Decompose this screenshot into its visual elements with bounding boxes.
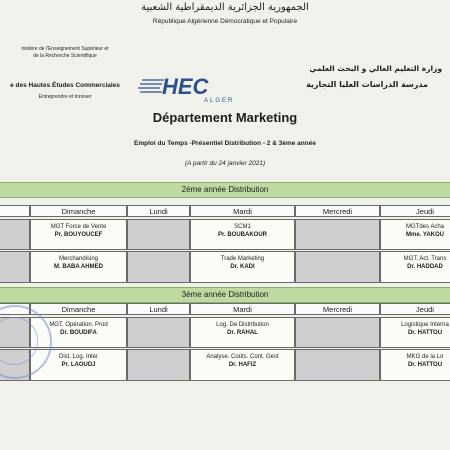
instructor-name: Dr. HAFIZ bbox=[228, 362, 257, 368]
course-slot bbox=[380, 219, 450, 250]
course-slot bbox=[190, 349, 295, 381]
instructor-name: Pr. LAOUDJ bbox=[61, 362, 96, 368]
schedule-subtitle: Emploi du Temps -Présentiel Distribution - 2 & 3ème année bbox=[134, 140, 316, 147]
empty-slot bbox=[127, 317, 190, 348]
hec-logo bbox=[138, 70, 238, 104]
empty-slot bbox=[295, 317, 380, 348]
course-name: MKG de la Lo bbox=[406, 354, 444, 360]
course-name: Log. De Distribution bbox=[216, 322, 269, 328]
year3-day-header: Jeudi bbox=[380, 303, 450, 315]
year3-day-header: Lundi bbox=[127, 303, 190, 315]
school-name-ar: مدرسة الدراسات العليا التجارية bbox=[306, 80, 428, 89]
arabic-republic-title: الجمهورية الجزائرية الديمقراطية الشعبية bbox=[141, 2, 309, 13]
instructor-name: Dr. HATTOU bbox=[407, 330, 443, 336]
instructor-name: Pr. BOUBAKOUR bbox=[217, 232, 267, 238]
french-republic-title: République Algérienne Démocratique et Populaire bbox=[152, 18, 298, 25]
school-tagline: Entreprendre et Innover bbox=[38, 94, 92, 100]
course-name: Merchandising bbox=[58, 256, 99, 262]
empty-slot bbox=[295, 219, 380, 250]
instructor-name: Dr. BOUDIFA bbox=[60, 330, 97, 336]
course-slot bbox=[380, 349, 450, 381]
empty-slot bbox=[127, 219, 190, 250]
logo-subtext: ALGER bbox=[204, 98, 235, 104]
year2-day-header: Mardi bbox=[190, 205, 295, 217]
course-slot bbox=[190, 219, 295, 250]
course-name: SCM1 bbox=[234, 224, 251, 230]
course-name: MGT. Act. Trans bbox=[403, 256, 447, 262]
instructor-name: Dr. KADI bbox=[230, 264, 255, 270]
instructor-name: Dr. HATTOU bbox=[407, 362, 443, 368]
stamp-inner-ring bbox=[0, 317, 38, 365]
course-slot bbox=[380, 251, 450, 283]
course-name: MGT. Opération. Prod bbox=[49, 322, 108, 328]
year2-day-header: Jeudi bbox=[380, 205, 450, 217]
empty-slot bbox=[0, 219, 30, 250]
ministry-name-ar: وزارة التعليم العالي و البحث العلمي bbox=[309, 64, 442, 73]
year3-band: 3ème année Distribution bbox=[0, 287, 450, 303]
ministry-name-fr bbox=[0, 46, 130, 59]
year2-day-header bbox=[0, 205, 30, 217]
year2-band: 2ème année Distribution bbox=[0, 182, 450, 198]
year3-day-header: Dimanche bbox=[30, 303, 127, 315]
year2-day-header: Mercredi bbox=[295, 205, 380, 217]
year2-day-header: Lundi bbox=[127, 205, 190, 217]
course-name: Analyse. Coûts. Cont. Gest bbox=[206, 354, 279, 360]
ministry-line-2: de la Recherche Scientifique bbox=[33, 52, 97, 59]
effective-date: (A partir du 24 janvier 2021) bbox=[184, 160, 266, 167]
year2-day-header: Dimanche bbox=[30, 205, 127, 217]
instructor-name: Mme. YAKOU bbox=[405, 232, 444, 238]
course-slot bbox=[30, 219, 127, 250]
course-slot bbox=[30, 251, 127, 283]
ministry-line-1: inistère de l'Enseignement Supérieur et bbox=[21, 46, 109, 52]
course-name: Trade Marketing bbox=[220, 256, 265, 262]
instructor-name: Pr. BOUYOUCEF bbox=[54, 232, 103, 238]
logo-text: HEC bbox=[162, 74, 209, 99]
empty-slot bbox=[295, 349, 380, 381]
empty-slot bbox=[0, 251, 30, 283]
instructor-name: M. BABA AHMED bbox=[54, 264, 103, 270]
course-name: Logistique Interna bbox=[401, 322, 449, 328]
year3-day-header: Mercredi bbox=[295, 303, 380, 315]
course-name: MGT Force de Vente bbox=[50, 224, 107, 230]
course-name: Dist. Log. Inter bbox=[58, 354, 99, 360]
empty-slot bbox=[127, 251, 190, 283]
empty-slot bbox=[295, 251, 380, 283]
school-name-fr: e des Hautes Études Commerciales bbox=[10, 82, 120, 89]
instructor-name: Dr. RAHAL bbox=[227, 330, 258, 336]
empty-slot bbox=[127, 349, 190, 381]
course-slot bbox=[380, 317, 450, 348]
course-slot bbox=[190, 317, 295, 348]
instructor-name: Dr. HADDAD bbox=[407, 264, 443, 270]
hec-logo-lines bbox=[138, 80, 164, 92]
course-name: MGTdes Acha bbox=[405, 224, 444, 230]
course-slot bbox=[190, 251, 295, 283]
department-title: Département Marketing bbox=[152, 110, 298, 125]
year3-day-header: Mardi bbox=[190, 303, 295, 315]
